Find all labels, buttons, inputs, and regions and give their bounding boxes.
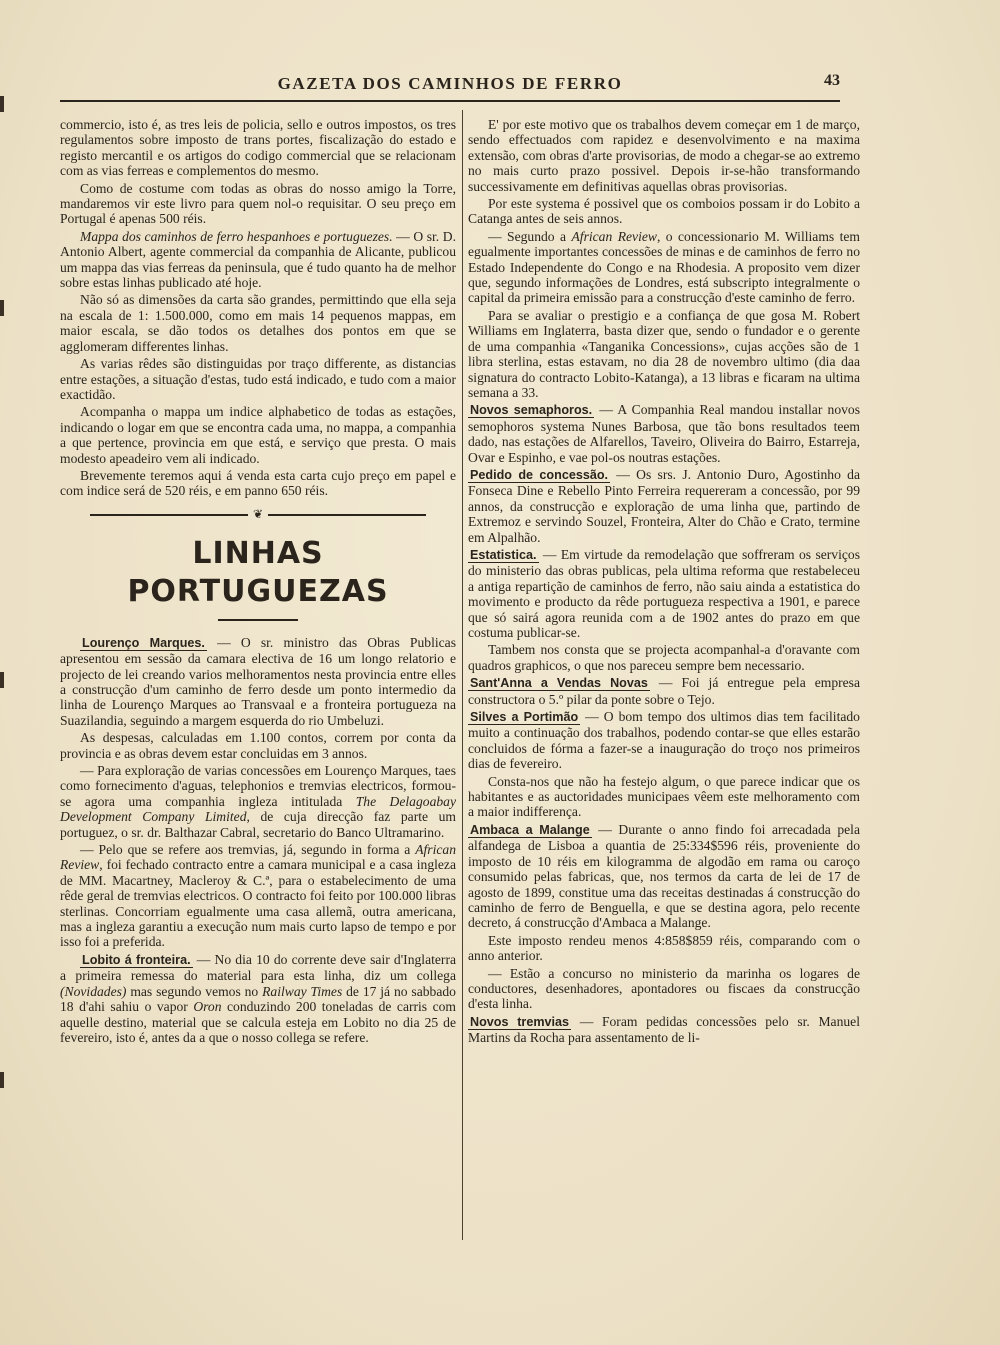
section-separator <box>60 506 456 521</box>
section-title: LINHAS PORTUGUEZAS <box>127 535 389 609</box>
paragraph: — Estão a concurso no ministerio da marinha os logares de conductores, desenhadores, apontadores ou fiscaes da construcção d'esta linha. <box>468 965 860 1012</box>
paragraph: Para se avaliar o prestigio e a confiança de que gosa M. Robert Williams em Inglaterra, basta dizer que, sendo o fundador e o gerente de uma companhia «Tanganika Concessions», cujas acções são de 1 libra sterlina, estas estavam, no dia 28 de novembro ultimo (dia daa signatura do contracto Lobito-Katanga), a 13 libras e ficaram na ultima semana a 33. <box>468 307 860 400</box>
paragraph: Novos semaphoros. — A Companhia Real mandou installar novos semophoros systema Nunes Barbosa, que tão bons resultados teem dado, nas estações de Alfarellos, Taveiro, Oliveira do Bairro, Estarreja, Ovar e Espinho, e vae pol-os noutras estações. <box>468 402 861 465</box>
paragraph: Acompanha o mappa um indice alphabetico de todas as estações, indicando o logar em que se encontra cada uma, no mappa, a companhia a que pertence, provincia em que está, e serviço que presta. O mais modesto apeadeiro vem ali indicado. <box>60 404 456 466</box>
page-number: 43 <box>824 72 840 89</box>
article-heading: Sant'Anna a Vendas Novas <box>470 676 648 691</box>
article-heading: Ambaca a Malange <box>470 822 590 837</box>
paragraph: Mappa dos caminhos de ferro hespanhoes e portuguezes. — O sr. D. Antonio Albert, agente commercial da companhia de Alicante, publicou um mappa das vias ferreas da peninsula, que é tudo quanto ha de melhor sobre estas linhas publicado até hoje. <box>60 228 456 291</box>
paragraph: Tambem nos consta que se projecta acompanhal-a d'oravante com quadros graphicos, o que nos pareceu sempre bem necessario. <box>468 642 860 673</box>
paragraph: As despesas, calculadas em 1.100 contos, correm por conta da provincia e as obras devem estar concluidas em 3 annos. <box>60 730 456 761</box>
article-heading: Silves a Portimão <box>470 710 579 725</box>
article-heading: Novos tremvias <box>470 1014 570 1029</box>
paragraph: Como de costume com todas as obras do nosso amigo la Torre, mandaremos vir este livro para quem nol-o requisitar. O seu preço em Portugal é apenas 500 réis. <box>60 180 456 227</box>
paragraph: Silves a Portimão — O bom tempo dos ultimos dias tem facilitado muito a continuação dos trabalhos, podendo contar-se que elles estarão concluidos de fórma a fazer-se a inauguração do troço nos primeiros dias de fevereiro. <box>468 709 860 772</box>
page-edge-mark <box>0 300 4 316</box>
paragraph: Lobito á fronteira. — No dia 10 do corrente deve sair d'Inglaterra a primeira remessa do material para esta linha, diz um collega (Novidades) mas segundo vemos no Railway Times de 17 já no sabbado 18 d'ahi sahiu o vapor Oron conduzindo 200 toneladas de carris com aquelle destino, material que se calcula esteja em Lobito no dia 25 de fevereiro, isto é, antes da a que o nosso collega se refere. <box>60 951 456 1045</box>
page-edge-mark <box>0 672 4 688</box>
page-edge-mark <box>0 96 4 112</box>
publication-title: GAZETA DOS CAMINHOS DE FERRO <box>277 74 623 93</box>
article-heading: Pedido de concessão. <box>470 467 609 482</box>
article-heading: Lobito á fronteira. <box>82 952 191 967</box>
section-title-rule <box>218 619 298 621</box>
page-edge-mark <box>0 1072 4 1088</box>
paragraph: Este imposto rendeu menos 4:858$859 réis, comparando com o anno anterior. <box>468 932 860 964</box>
article-title: Mappa dos caminhos de ferro hespanhoes e portuguezes. <box>80 228 393 244</box>
column-divider <box>462 110 463 1240</box>
paragraph: As varias rêdes são distinguidas por traço differente, as distancias entre estações, a situação d'estas, tudo está indicado, e tudo com a maior exactidão. <box>60 356 456 402</box>
ornament-icon: ❦ <box>248 507 268 521</box>
paragraph: Pedido de concessão. — Os srs. J. Antonio Duro, Agostinho da Fonseca Dine e Rebello Pinto Ferreira requereram a concessão, por 99 annos, da construcção e exploração de uma linha que, partindo de Extremoz e servindo Souzel, Fronteira, Alter do Chão e Crato, termine em Alpalhão. <box>468 466 860 545</box>
paragraph: Estatistica. — Em virtude da remodelação que soffreram os serviços do ministerio das obras publicas, pela ultima reforma que restabeleceu a antiga repartição de caminhos de ferro, não saiu ainda a estatistica do movimento e producto da rêde portugueza respectiva a 1901, e parece que só sairá agora reunida com a de 1902 antes do prazo em que costuma publicar-se. <box>468 546 860 640</box>
paragraph: — Segundo a African Review, o concessionario M. Williams tem egualmente importantes concessões de minas e de caminhos de ferro no Estado Independente do Congo e na Rhodesia. A proposito vem dizer que, segundo informações de Londres, está subscripto integralmente o capital da primeira emissão para a construcção d'este caminho de ferro. <box>468 228 860 306</box>
paragraph: Não só as dimensões da carta são grandes, permittindo que ella seja na escala de 1: 1.500.000, como em mais 14 pequenos mappas, em maior escala, se dão todos os detalhes dos pontos em que se agglomeram differentes linhas. <box>60 292 456 354</box>
paragraph: Brevemente teremos aqui á venda esta carta cujo preço em papel e com indice será de 520 réis, e em panno 650 réis. <box>60 467 456 499</box>
paragraph: — Para exploração de varias concessões em Lourenço Marques, taes como fornecimento d'aguas, telephonios e tremvias electricos, formou-se agora uma companhia ingleza intitulada The Delagoabay Development Company Limited, de cuja direcção faz parte um portuguez, o sr. dr. Balthazar Cabral, secretario do Banco Ultramarino. <box>60 763 456 840</box>
article-heading: Lourenço Marques. <box>82 635 205 650</box>
paragraph: Sant'Anna a Vendas Novas — Foi já entregue pela empresa constructora o 5.º pilar da ponte sobre o Tejo. <box>468 675 860 707</box>
article-heading: Estatistica. <box>470 547 537 562</box>
page-header <box>60 72 840 102</box>
paragraph: E' por este motivo que os trabalhos devem começar em 1 de março, sendo effectuados com rapidez e desenvolvimento e na maxima extensão, com obras d'arte provisorias, de modo a chegar-se ao extremo no mais curto prazo possivel. Depois ir-se-hão transformando successivamente em definitivas aquellas obras provisorias. <box>468 117 860 194</box>
paragraph: Lourenço Marques. — O sr. ministro das Obras Publicas apresentou em sessão da camara electiva de 16 um longo relatorio e projecto de lei creando varios melhoramentos nesta provincia entre elles a construcção d'um caminho de ferro desde um ponto intermedio da linha de Lourenço Marques ao Transvaal e a fronteira portugueza na Suazilandia, seguindo a margem esquerda do rio Umbeluzi. <box>60 634 456 728</box>
article-heading: Novos semaphoros. <box>470 403 593 418</box>
paragraph: Novos tremvias — Foram pedidas concessões pelo sr. Manuel Martins da Rocha para assentamento de li- <box>468 1013 860 1046</box>
paragraph: — Pelo que se refere aos tremvias, já, segundo in forma a African Review, foi fechado contracto entre a camara municipal e a casa ingleza de MM. Macartney, Macleroy & C.ª, para o estabelecimento de uma rêde geral de tremvias electricos. O contracto foi feito por 100.000 libras sterlinas. Concorriam egualmente uma casa allemã, outra americana, mas a ingleza garantiu a execução num mais curto lapso de tempo e por isso foi a preferida. <box>60 842 456 950</box>
right-column <box>468 117 860 1048</box>
left-column <box>60 117 456 1047</box>
paragraph: Consta-nos que não ha festejo algum, o que parece indicar que os habitantes e as auctoridades municipaes vêem este melhoramento com a maior indifferença. <box>468 773 860 820</box>
paragraph: Ambaca a Malange — Durante o anno findo foi arrecadada pela alfandega de Lisboa a quantia de 25:334$596 réis, proveniente do imposto de 10 réis em kilogramma de algodão em rama ou caroço consumido pelas fabricas, que, nos termos da carta de lei de 17 de agosto de 1899, constitue uma das receitas destinadas á construcção do caminho de ferro de Benguella, e que se destina agora, pelo recente decreto, á construcção d'Ambaca a Malange. <box>468 821 860 931</box>
paragraph: commercio, isto é, as tres leis de policia, sello e outros impostos, os tres regulamentos sobre imposto de trans portes, fiscalização do estado e registo mercantil e os artigos do codigo commercial que se relacionam com as vias ferreas e complementos do mesmo. <box>60 117 456 179</box>
paragraph: Por este systema é possivel que os comboios possam ir do Lobito a Catanga antes de seis annos. <box>468 196 860 227</box>
